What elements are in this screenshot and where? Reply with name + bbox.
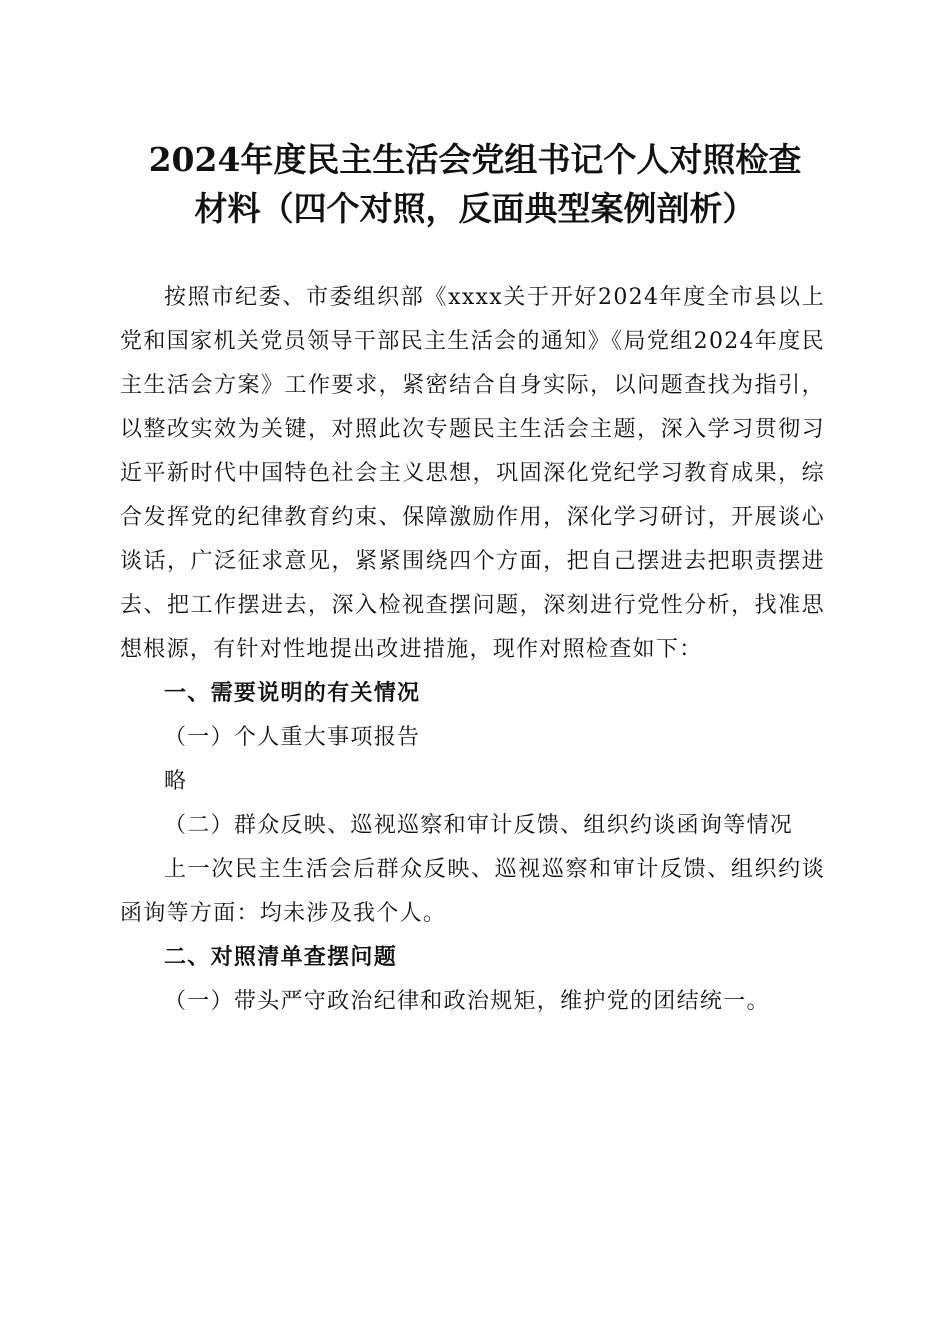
section-2-subheading-1: （一）带头严守政治纪律和政治规矩，维护党的团结统一。 bbox=[164, 989, 770, 1014]
section-1-sub-1-body: 略 bbox=[164, 769, 188, 794]
document-body bbox=[120, 276, 825, 1024]
section-1-subheading-2: （二）群众反映、巡视巡察和审计反馈、组织约谈函询等情况 bbox=[164, 813, 794, 838]
document-title bbox=[100, 135, 850, 233]
section-1-heading: 一、需要说明的有关情况 bbox=[164, 681, 421, 706]
intro-paragraph: 按照市纪委、市委组织部《xxxx关于开好2024年度全市县以上党和国家机关党员领导干部民主生活会的通知》《局党组2024年度民主生活会方案》工作要求，紧密结合自身实际，以问题查找为指引，以整改实效为关键，对照此次专题民主生活会主题，深入学习贯彻习近平新时代中国特色社会主义思想，巩固深化党纪学习教育成果，综合发挥党的纪律教育约束、保障激励作用，深化学习研讨，开展谈心谈话，广泛征求意见，紧紧围绕四个方面，把自己摆进去把职责摆进去、把工作摆进去，深入检视查摆问题，深刻进行党性分析，找准思想根源，有针对性地提出改进措施，现作对照检查如下： bbox=[120, 285, 825, 662]
section-2-heading: 二、对照清单查摆问题 bbox=[164, 945, 398, 970]
section-1-sub-2-body: 上一次民主生活会后群众反映、巡视巡察和审计反馈、组织约谈函询等方面：均未涉及我个人。 bbox=[120, 857, 825, 926]
title-line-2: 材料（四个对照，反面典型案例剖析） bbox=[194, 189, 756, 228]
title-line-1: 2024年度民主生活会党组书记个人对照检查 bbox=[148, 140, 802, 179]
section-1-subheading-1: （一）个人重大事项报告 bbox=[164, 725, 421, 750]
